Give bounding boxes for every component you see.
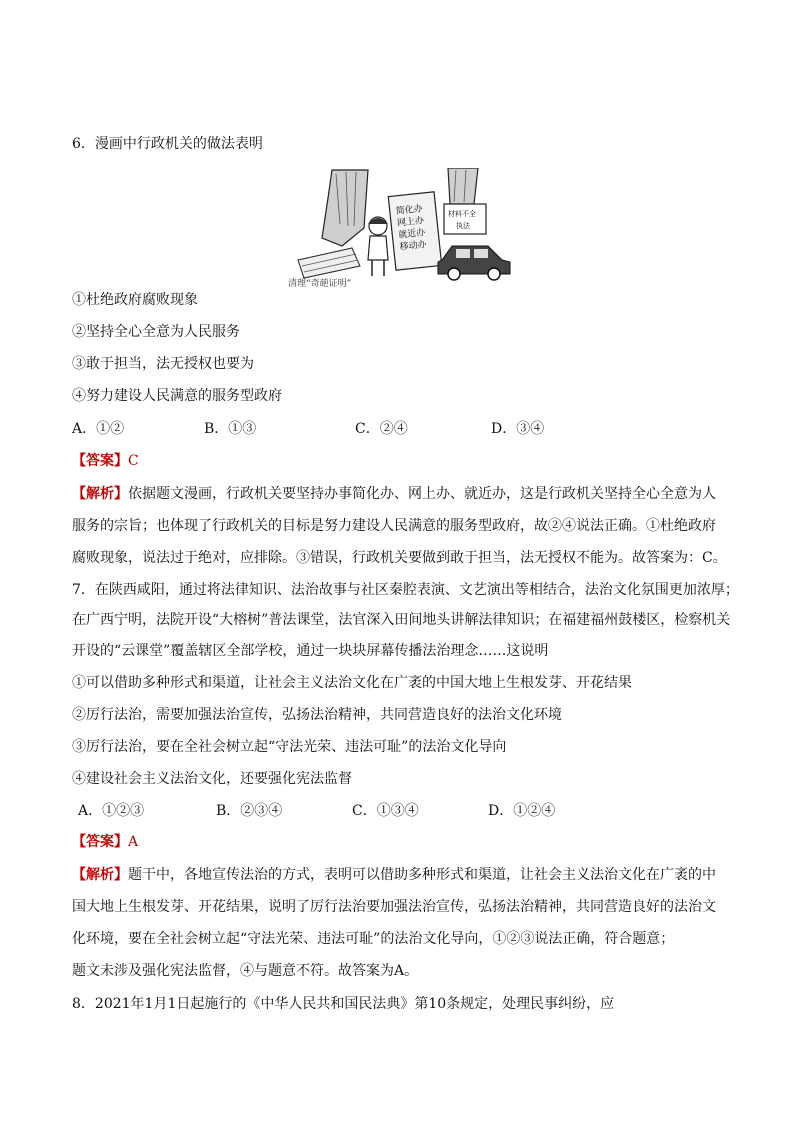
q7-option-4: ④建设社会主义法治文化，还要强化宪法监督 bbox=[72, 771, 352, 787]
q7-choice-d: D．①②④ bbox=[488, 803, 556, 819]
q6-stem: 6．漫画中行政机关的做法表明 bbox=[72, 136, 263, 152]
q7-analysis-line-1 bbox=[72, 865, 716, 885]
q7-option-1: ①可以借助多种形式和渠道，让社会主义法治文化在广袤的中国大地上生根发芽、开花结果 bbox=[72, 675, 632, 691]
q6-choice-a: A．①② bbox=[72, 421, 125, 437]
q6-analysis-line-2: 服务的宗旨；也体现了行政机关的目标是努力建设人民满意的服务型政府，故②④说法正确。①杜绝政府 bbox=[72, 518, 716, 534]
q7-choices bbox=[0, 801, 794, 821]
q6-choice-d: D．③④ bbox=[491, 421, 545, 437]
q7-analysis-line-3: 化环境，要在全社会树立起“守法光荣、违法可耻”的法治文化导向，①②③说法正确，符合题意； bbox=[72, 931, 675, 947]
q7-analysis-text-1: 题干中，各地宣传法治的方式，表明可以借助多种形式和渠道，让社会主义法治文化在广袤的中 bbox=[128, 867, 716, 883]
cartoon-folder-line-2: 执法 bbox=[456, 222, 470, 230]
q6-analysis-text-1: 依据题文漫画，行政机关要坚持办事简化办、网上办、就近办，这是行政机关坚持全心全意为人 bbox=[128, 486, 716, 502]
q6-choice-c: C．②④ bbox=[355, 421, 408, 437]
q7-analysis-tag: 【解析】 bbox=[72, 867, 128, 883]
q7-stem-line-2: 在广西宁明，法院开设“大榕树”普法课堂，法官深入田间地头讲解法律知识；在福建福州鼓楼区，检察机关 bbox=[72, 612, 731, 628]
q7-choice-b: B．②③④ bbox=[216, 803, 283, 819]
q7-answer-tag: 【答案】 bbox=[72, 834, 128, 850]
q6-choice-b: B．①③ bbox=[204, 421, 257, 437]
q6-option-2: ②坚持全心全意为人民服务 bbox=[72, 324, 240, 340]
q6-analysis-line-1 bbox=[72, 484, 716, 504]
q7-stem-line-1: 7．在陕西咸阳，通过将法律知识、法治故事与社区秦腔表演、文艺演出等相结合，法治文化氛围更加浓厚； bbox=[72, 582, 739, 598]
q6-analysis-tag: 【解析】 bbox=[72, 486, 128, 502]
q8-stem: 8．2021年1月1日起施行的《中华人民共和国民法典》第10条规定，处理民事纠纷，应 bbox=[72, 996, 615, 1012]
q6-choices bbox=[0, 419, 794, 439]
q7-option-2: ②厉行法治，需要加强法治宣传，弘扬法治精神，共同营造良好的法治文化环境 bbox=[72, 707, 562, 723]
cartoon-sign-line-3: 就近办 bbox=[397, 227, 426, 241]
q6-answer-tag: 【答案】 bbox=[72, 453, 128, 469]
q6-answer bbox=[72, 451, 139, 471]
cartoon-sign-line-2: 网上办 bbox=[396, 216, 425, 229]
q6-cartoon-image bbox=[282, 168, 520, 288]
q7-choice-a: A．①②③ bbox=[78, 803, 145, 819]
q7-analysis-line-2: 国大地上生根发芽、开花结果，说明了厉行法治要加强法治宣传，弘扬法治精神，共同营造良好的法治文 bbox=[72, 899, 716, 915]
q6-answer-value: C bbox=[128, 453, 139, 469]
q6-option-3: ③敢于担当，法无授权也要为 bbox=[72, 356, 254, 372]
cartoon-sign-line-1: 简化办 bbox=[395, 204, 424, 217]
q7-answer bbox=[72, 832, 138, 852]
q7-analysis-line-4: 题文未涉及强化宪法监督，④与题意不符。故答案为A。 bbox=[72, 963, 419, 979]
cartoon-sign-line-4: 移动办 bbox=[399, 239, 428, 253]
cartoon-folder-line-1: 材料不全 bbox=[448, 210, 476, 218]
q6-option-4: ④努力建设人民满意的服务型政府 bbox=[72, 388, 282, 404]
q6-option-1: ①杜绝政府腐败现象 bbox=[72, 292, 198, 308]
q7-choice-c: C．①③④ bbox=[352, 803, 419, 819]
q6-analysis-line-3: 腐败现象，说法过于绝对，应排除。③错误，行政机关要做到敢于担当，法无授权不能为。故答案为：C。 bbox=[72, 550, 727, 566]
q7-answer-value: A bbox=[128, 834, 139, 850]
q7-stem-line-3: 开设的“云课堂”覆盖辖区全部学校，通过一块块屏幕传播法治理念……这说明 bbox=[72, 643, 549, 659]
cartoon-caption: 清理“奇葩证明” bbox=[288, 279, 352, 288]
q7-option-3: ③厉行法治，要在全社会树立起“守法光荣、违法可耻”的法治文化导向 bbox=[72, 739, 507, 755]
